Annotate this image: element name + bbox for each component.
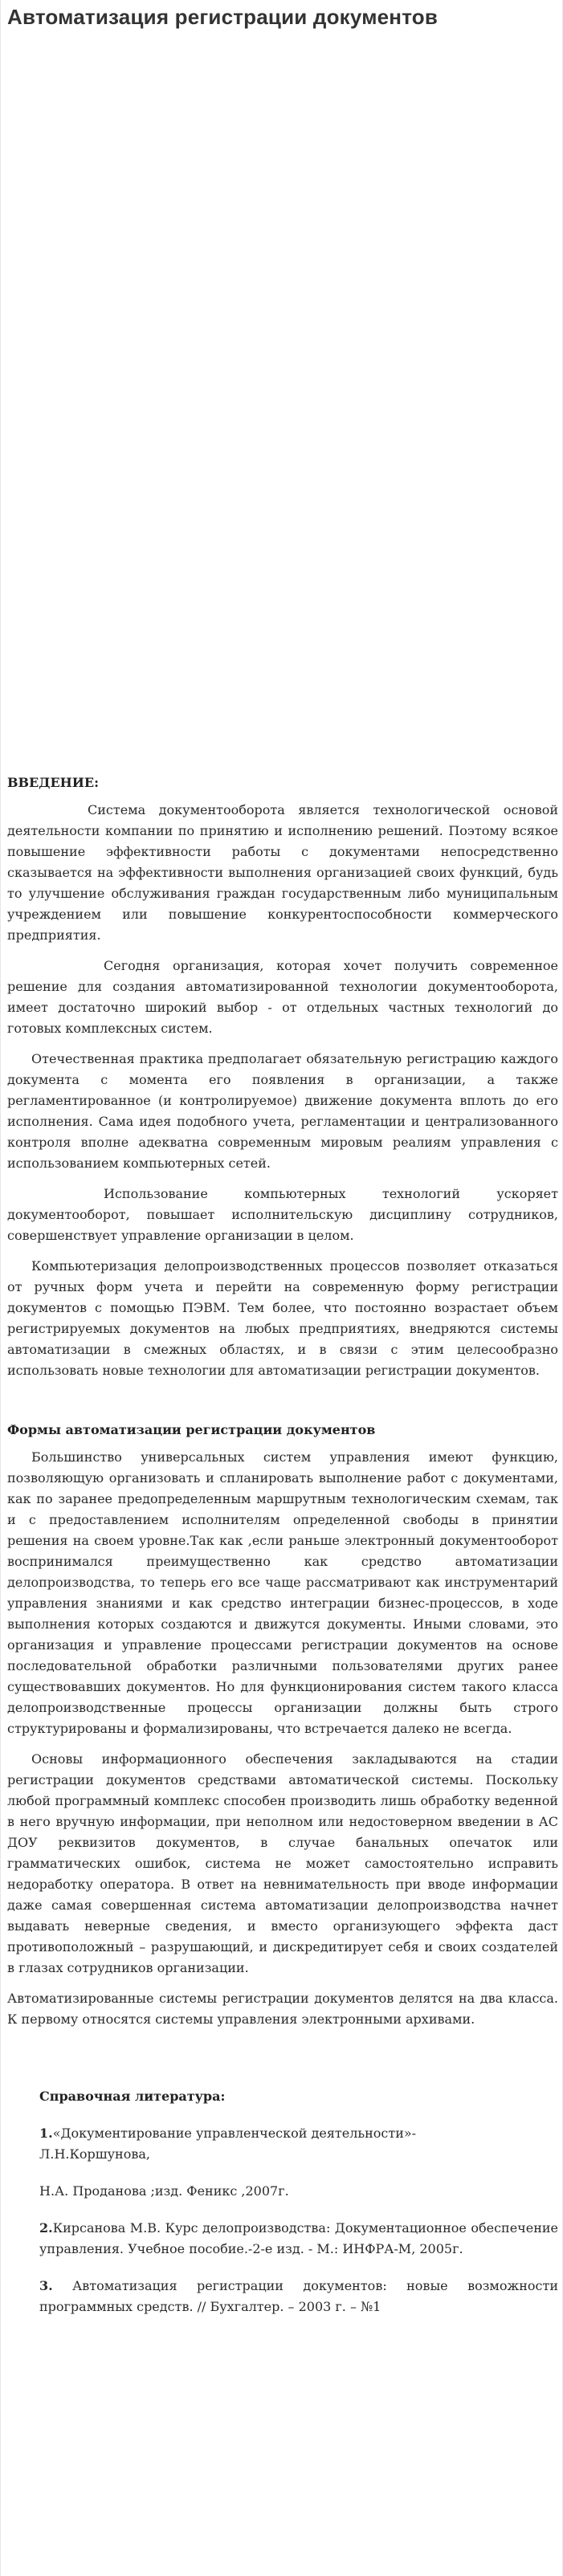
forms-heading: Формы автоматизации регистрации документов [7, 1422, 376, 1437]
forms-paragraph: Большинство универсальных систем управления имеют функцию, позволяющую организовать и спланировать выполнение работ с документами, как по заранее предопределенным маршрутным технологическим схемам, так и с предоставлением исполнителям определенной свободы в принятии решения на своем уровне.Так как ,если раньше электронный документооборот воспринимался преимущественно как средство автоматизации делопроизводства, то теперь его все чаще рассматривают как инструментарий управления знаниями и как средство интеграции бизнес-процессов, в ходе выполнения которых создаются и движутся документы. Иными словами, это организация и управление процессами регистрации документов на основе последовательной обработки различными пользователями других ранее существовавших документов. Но для функционирования систем такого класса делопроизводственные процессы организации должны быть строго структурированы и формализированы, что встречается далеко не всегда. [7, 1449, 558, 1736]
reference-item [39, 2123, 558, 2165]
reference-text: «Документирование управленческой деятельности»- [52, 2126, 417, 2141]
intro-heading: ВВЕДЕНИЕ: [7, 775, 99, 790]
intro-paragraph: Использование компьютерных технологий ускоряет документооборот, повышает исполнительскую дисциплину сотрудников, совершенствует управление организации в целом. [7, 1186, 558, 1243]
intro-paragraph: Сегодня организация, которая хочет получить современное решение для создания автоматизированной технологии документооборота, имеет достаточно широкий выбор - от отдельных частных технологий до готовых комплексных систем. [7, 958, 558, 1036]
reference-item [39, 2218, 558, 2260]
reference-number: 3. [39, 2278, 53, 2293]
forms-section [7, 1420, 558, 2030]
document-body [7, 772, 558, 2333]
reference-text: Н.А. Проданова ;изд. Феникс ,2007г. [39, 2183, 289, 2199]
reference-item [39, 2276, 558, 2317]
forms-paragraph: Автоматизированные системы регистрации документов делятся на два класса. К первому относятся системы управления электронными архивами. [7, 1991, 558, 2027]
reference-text: Л.Н.Коршунова, [39, 2146, 150, 2162]
intro-paragraph: Компьютеризация делопроизводственных процессов позволяет отказаться от ручных форм учета и перейти на современную форму регистрации документов с помощью ПЭВМ. Тем более, что постоянно возрастает объем регистрируемых документов на любых предприятиях, внедряются системы автоматизации в смежных областях, и в связи с этим целесообразно использовать новые технологии для автоматизации регистрации документов. [7, 1258, 558, 1378]
reference-item [39, 2181, 558, 2202]
section-spacer [7, 1391, 558, 1420]
reference-text: Автоматизация регистрации документов: новые возможности программных средств. // Бухгалтер. – 2003 г. – №1 [39, 2278, 558, 2314]
section-spacer [7, 2069, 558, 2086]
forms-paragraph: Основы информационного обеспечения закладываются на стадии регистрации документов средствами автоматической системы. Поскольку любой программный комплекс способен производить лишь обработку веденной в него вручную информации, при неполном или недостоверном введении в АС ДОУ реквизитов документов, в случае банальных опечаток или грамматических ошибок, система не может самостоятельно исправить недоработку оператора. В ответ на невнимательность при вводе информации даже самая совершенная система автоматизации делопроизводства начнет выдавать неверные сведения, и вместо организующего эффекта даст противоположный – разрушающий, и дискредитирует себя и своих создателей в глазах сотрудников организации. [7, 1751, 558, 1975]
references-section [39, 2086, 558, 2317]
intro-section [7, 772, 558, 1381]
references-heading: Справочная литература: [39, 2089, 226, 2104]
document-title: Автоматизация регистрации документов [7, 5, 439, 29]
reference-text: Кирсанова М.В. Курс делопроизводства: Документационное обеспечение управления. Учебное пособие.-2-е изд. - М.: ИНФРА-М, 2005г. [39, 2220, 558, 2256]
reference-number: 2. [39, 2220, 53, 2236]
intro-paragraph: Система документооборота является технологической основой деятельности компании по принятию и исполнению решений. Поэтому всякое повышение эффективности работы с документами непосредственно сказывается на эффективности выполнения организацией своих функций, будь то улучшение обслуживания граждан государственным либо муниципальным учреждением или повышение конкурентоспособности коммерческого предприятия. [7, 802, 558, 943]
section-spacer [7, 2040, 558, 2069]
intro-paragraph: Отечественная практика предполагает обязательную регистрацию каждого документа с момента его появления в организации, а также регламентированное (и контролируемое) движение документа вплоть до его исполнения. Сама идея подобного учета, регламентации и централизованного контроля вполне адекватна современным мировым реалиям управления с использованием компьютерных сетей. [7, 1051, 558, 1171]
reference-number: 1. [39, 2126, 53, 2141]
